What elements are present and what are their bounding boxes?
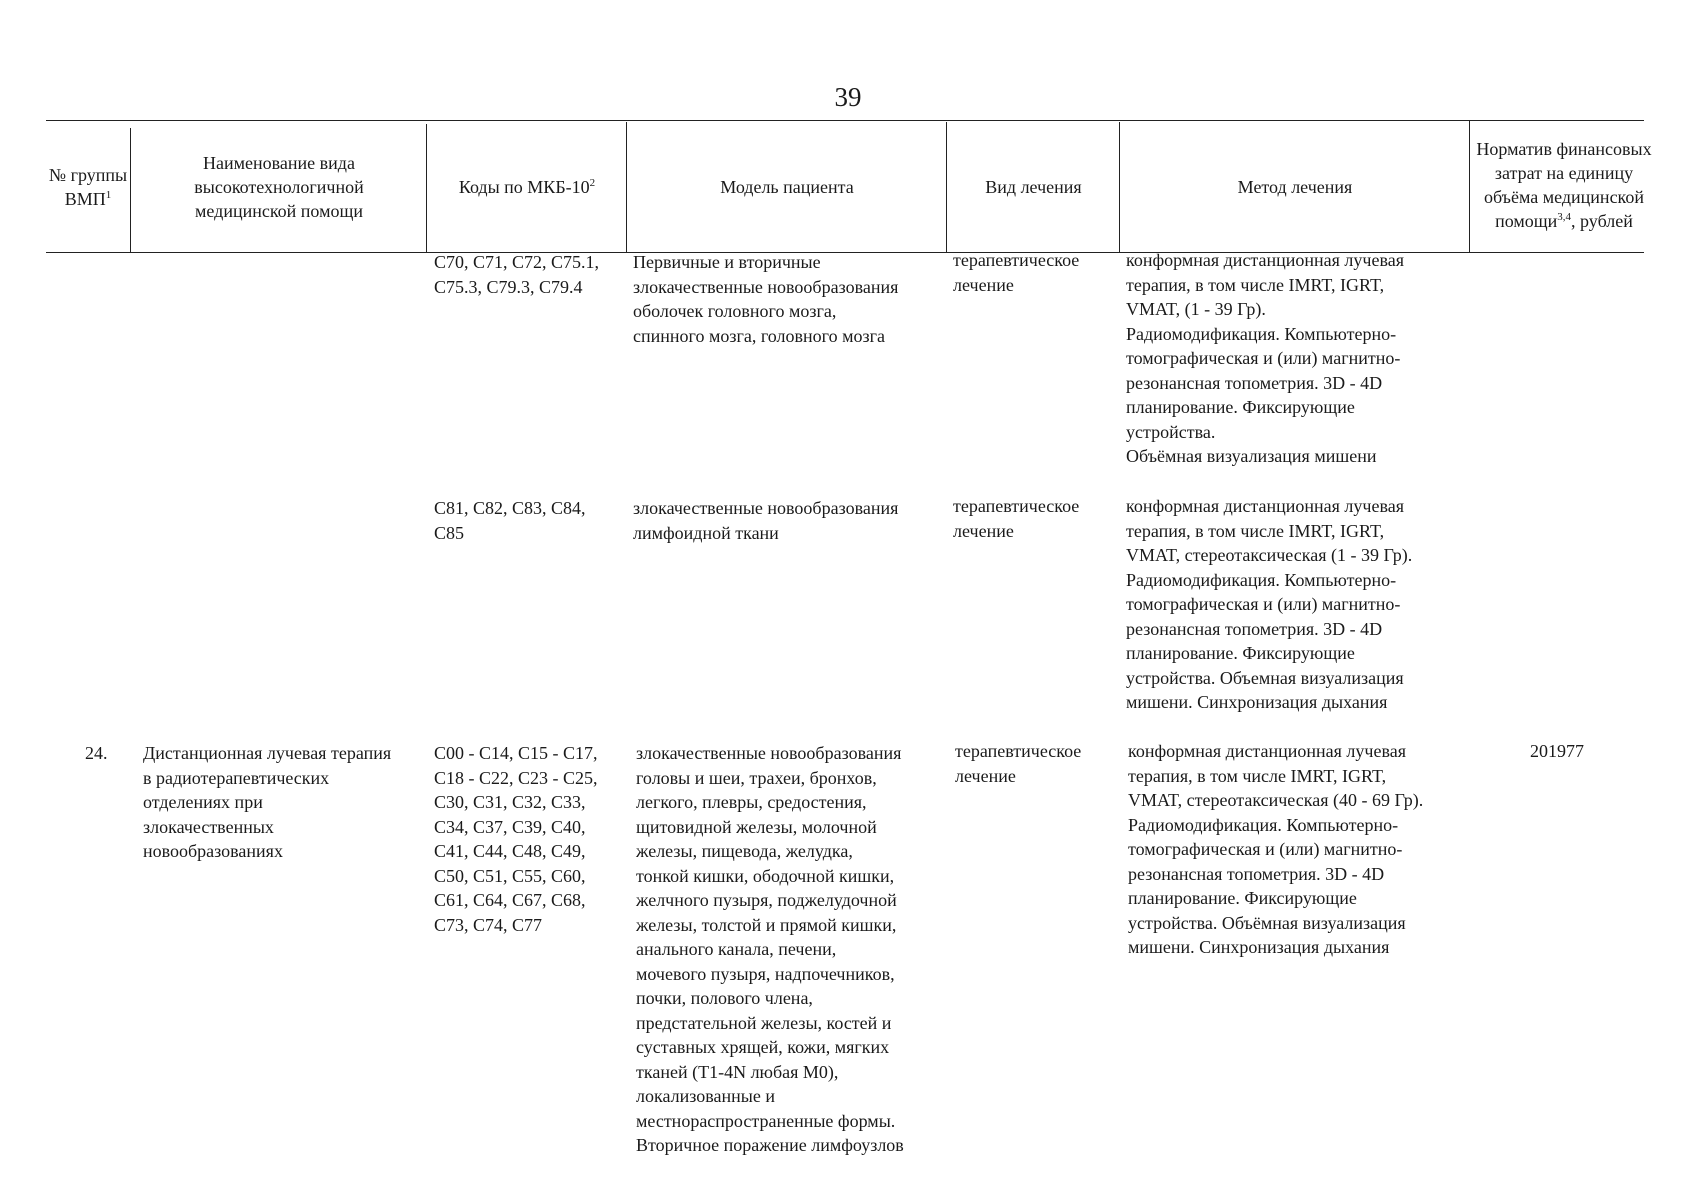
footnote-marker: 1 <box>105 189 112 201</box>
table-row-3-group-no: 24. <box>85 743 108 763</box>
page-number: 39 <box>834 82 862 112</box>
table-top-rule <box>46 120 1644 121</box>
table-row-1-codes: C70, C71, C72, C75.1, C75.3, C79.3, C79.4 <box>434 252 600 297</box>
header-norm: Норматив финансовых затрат на единицу объёма медицинской помощи$^{3,4}$, рублей <box>1476 139 1652 231</box>
header-group-no: № группы ВМП$^1$ <box>48 165 128 209</box>
column-divider <box>1469 120 1470 253</box>
table-row-2-codes: C81, C82, C83, C84, C85 <box>434 498 586 543</box>
table-row-3-model: злокачественные новообразования головы и шеи, трахеи, бронхов, легкого, плевры, средостения, щитовидной железы, молочной железы, пищевода, желудка, тонкой кишки, ободочной кишки, желчного пузыря, поджелудочной железы, толстой и прямой кишки, анального канала, печени, мочевого пузыря, надпочечников, почки, полового члена, предстательной железы, костей и суставных хрящей, кожи, мягких тканей (T1-4N любая M0), локализованные и местнораспространенные формы. Вторичное поражение лимфоузлов <box>636 743 904 1155</box>
table-row-1-model: Первичные и вторичные злокачественные новообразования оболочек головного мозга, спинного мозга, головного мозга <box>633 252 899 346</box>
table-row-1-method: конформная дистанционная лучевая терапия, в том числе IMRT, IGRT, VMAT, (1 - 39 Гр). Радиомодификация. Компьютерно- томографическая и (или) магнитно- резонансная топометрия. 3D - 4D планирование. Фиксирующие устройства. Объёмная визуализация мишени <box>1126 250 1404 466</box>
table-row-3-method: конформная дистанционная лучевая терапия, в том числе IMRT, IGRT, VMAT, стереотаксическая (40 - 69 Гр). Радиомодификация. Компьютерно- томографическая и (или) магнитно- резонансная топометрия. 3D - 4D планирование. Фиксирующие устройства. Объёмная визуализация мишени. Синхронизация дыхания <box>1128 741 1424 957</box>
table-row-3-codes: C00 - C14, C15 - C17, C18 - C22, C23 - C25, C30, C31, C32, C33, C34, C37, C39, C40, C41, C44, C48, C49, C50, C51, C55, C60, C61, C64, C67, C68, C73, C74, C77 <box>434 743 598 935</box>
column-divider <box>1119 122 1120 253</box>
column-divider <box>426 124 427 253</box>
footnote-marker: 2 <box>589 177 596 189</box>
table-row-3-name: Дистанционная лучевая терапия в радиотерапевтических отделениях при злокачественных новообразованиях <box>143 743 392 861</box>
table-row-1-treatment-type: терапевтическое лечение <box>953 250 1080 295</box>
table-row-2-method: конформная дистанционная лучевая терапия, в том числе IMRT, IGRT, VMAT, стереотаксическая (1 - 39 Гр). Радиомодификация. Компьютерно- томографическая и (или) магнитно- резонансная топометрия. 3D - 4D планирование. Фиксирующие устройства. Объемная визуализация мишени. Синхронизация дыхания <box>1126 496 1413 712</box>
column-divider <box>130 128 131 253</box>
table-row-2-treatment-type: терапевтическое лечение <box>953 496 1080 541</box>
column-divider <box>946 122 947 253</box>
header-name: Наименование вида высокотехнологичной медицинской помощи <box>194 153 364 221</box>
header-method: Метод лечения <box>1237 177 1353 197</box>
table-row-2-model: злокачественные новообразования лимфоидной ткани <box>633 498 899 543</box>
header-treatment-type: Вид лечения <box>985 177 1082 197</box>
header-codes: Коды по МКБ-$10^2$ <box>458 177 596 197</box>
table-row-3-norm: 201977 <box>1530 741 1584 761</box>
footnote-marker: 3,4 <box>1557 211 1572 223</box>
header-model: Модель пациента <box>720 177 854 197</box>
column-divider <box>626 122 627 253</box>
table-row-3-treatment-type: терапевтическое лечение <box>955 741 1082 786</box>
